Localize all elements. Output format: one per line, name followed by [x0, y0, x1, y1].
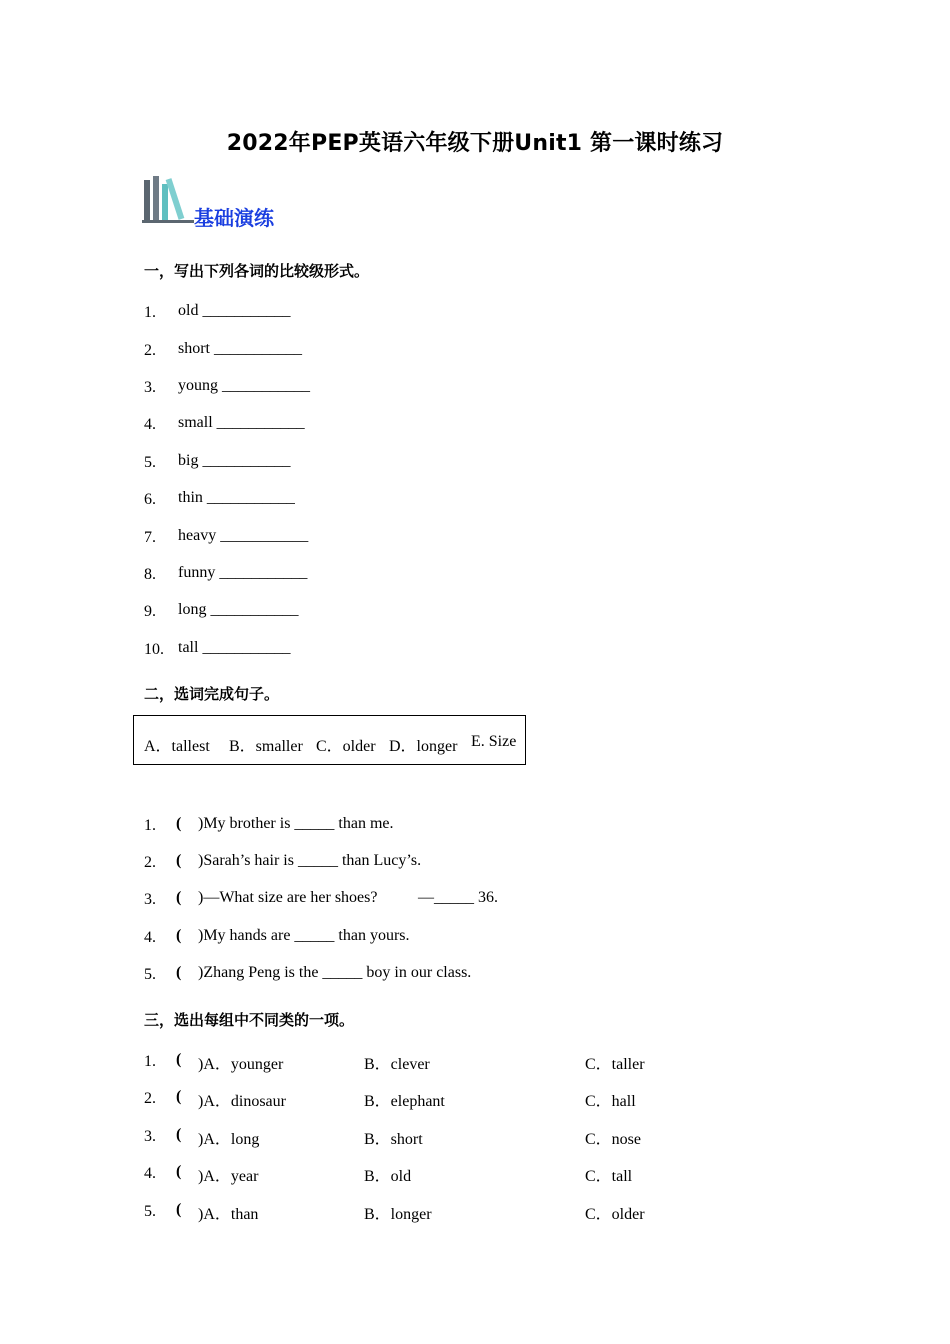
choice-a: )A．than: [198, 1206, 259, 1223]
choice-b: B．elephant: [364, 1093, 445, 1110]
choice-b: B．longer: [364, 1206, 432, 1223]
choice-c: C．nose: [585, 1131, 642, 1148]
fill-blank-item: long ___________: [178, 601, 299, 618]
item-number: 3.: [144, 1128, 156, 1145]
fill-blank-item: heavy ___________: [178, 527, 309, 544]
answer-bracket: (: [176, 815, 182, 832]
answer-bracket: (: [176, 852, 182, 869]
fill-blank-item: small ___________: [178, 414, 305, 431]
fill-blank-item: short ___________: [178, 340, 302, 357]
word-option: A．tallest: [144, 738, 210, 755]
word-option: D．longer: [389, 738, 458, 755]
fill-blank-item: tall ___________: [178, 639, 291, 656]
choice-b: B．old: [364, 1168, 412, 1185]
choice-a: )A．younger: [198, 1056, 284, 1073]
fill-blank-item: old ___________: [178, 302, 291, 319]
choice-a: )A．dinosaur: [198, 1093, 286, 1110]
item-number: 5.: [144, 1203, 156, 1220]
word-option: C．older: [316, 738, 376, 755]
fill-blank-item: funny ___________: [178, 564, 308, 581]
fill-blank-item: young ___________: [178, 377, 310, 394]
item-number: 2.: [144, 1090, 156, 1107]
item-number: 1.: [144, 817, 156, 834]
sentence-answer-part: —_____ 36.: [418, 889, 498, 906]
item-number: 1.: [144, 304, 156, 321]
item-number: 3.: [144, 379, 156, 396]
section-1-heading: 一，写出下列各词的比较级形式。: [144, 262, 370, 280]
item-number: 10.: [144, 641, 164, 658]
item-number: 4.: [144, 1165, 156, 1182]
choice-a: )A．long: [198, 1131, 260, 1148]
books-icon: [142, 174, 194, 226]
sentence-item: )Zhang Peng is the _____ boy in our class.: [198, 964, 472, 981]
item-number: 3.: [144, 891, 156, 908]
fill-blank-item: thin ___________: [178, 489, 295, 506]
choice-b: B．short: [364, 1131, 423, 1148]
item-number: 6.: [144, 491, 156, 508]
word-option: E. Size: [471, 733, 517, 750]
item-number: 2.: [144, 342, 156, 359]
choice-c: C．older: [585, 1206, 645, 1223]
item-number: 2.: [144, 854, 156, 871]
section-banner: 基础演练: [194, 206, 274, 230]
choice-b: B．clever: [364, 1056, 430, 1073]
answer-bracket: (: [176, 1201, 182, 1218]
answer-bracket: (: [176, 964, 182, 981]
answer-bracket: (: [176, 1126, 182, 1143]
section-2-heading: 二，选词完成句子。: [144, 685, 280, 703]
answer-bracket: (: [176, 1088, 182, 1105]
item-number: 9.: [144, 603, 156, 620]
sentence-item: )My brother is _____ than me.: [198, 815, 394, 832]
sentence-item: )My hands are _____ than yours.: [198, 927, 410, 944]
sentence-item: )—What size are her shoes?: [198, 889, 378, 906]
choice-c: C．taller: [585, 1056, 645, 1073]
word-option: B．smaller: [229, 738, 303, 755]
page-title: 2022年PEP英语六年级下册Unit1 第一课时练习: [226, 131, 724, 156]
item-number: 7.: [144, 529, 156, 546]
fill-blank-item: big ___________: [178, 452, 291, 469]
answer-bracket: (: [176, 1051, 182, 1068]
choice-c: C．tall: [585, 1168, 633, 1185]
choice-c: C．hall: [585, 1093, 636, 1110]
section-3-heading: 三，选出每组中不同类的一项。: [144, 1011, 355, 1029]
item-number: 8.: [144, 566, 156, 583]
answer-bracket: (: [176, 889, 182, 906]
answer-bracket: (: [176, 927, 182, 944]
item-number: 5.: [144, 454, 156, 471]
item-number: 4.: [144, 929, 156, 946]
item-number: 5.: [144, 966, 156, 983]
item-number: 1.: [144, 1053, 156, 1070]
answer-bracket: (: [176, 1163, 182, 1180]
item-number: 4.: [144, 416, 156, 433]
sentence-item: )Sarah’s hair is _____ than Lucy’s.: [198, 852, 422, 869]
choice-a: )A．year: [198, 1168, 259, 1185]
